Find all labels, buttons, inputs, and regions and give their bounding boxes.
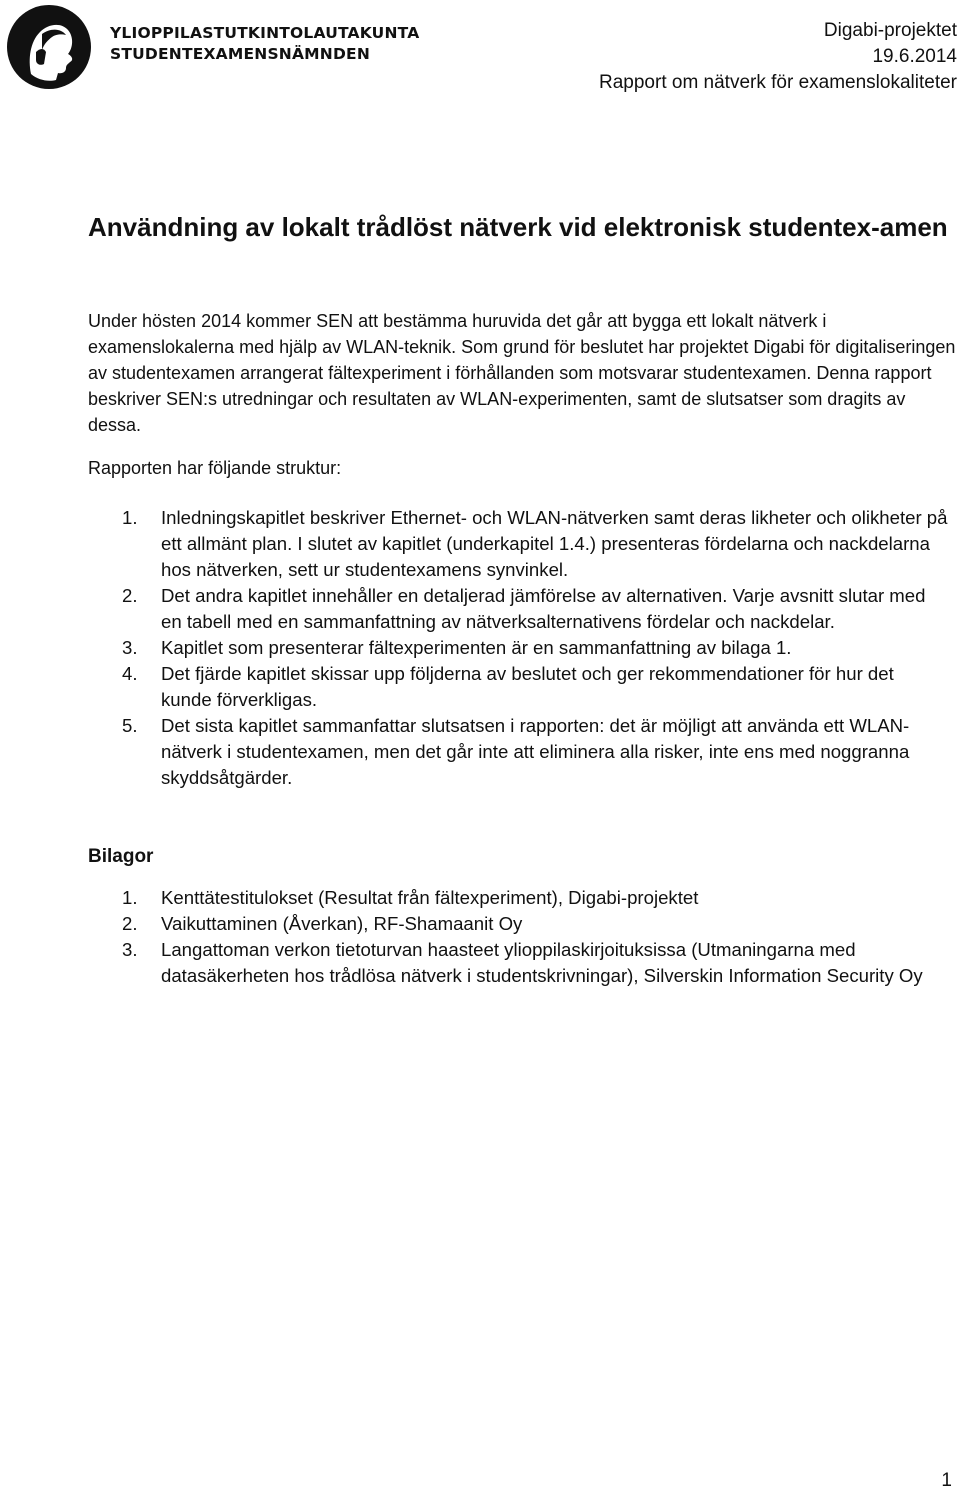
board-logo-icon <box>6 4 92 90</box>
list-item-text: Det sista kapitlet sammanfattar slutsatsen i rapporten: det är möjligt att använda ett WLAN-nätverk i studentexamen, men det går inte att eliminera alla risker, inte ens med noggranna skyddsåtgärder. <box>161 715 910 788</box>
list-item-text: Det andra kapitlet innehåller en detaljerad jämförelse av alternativen. Varje avsnitt slutar med en tabell med en sammanfattning av nätverksalternativens fördelar och nackdelar. <box>161 585 926 632</box>
list-item-text: Det fjärde kapitlet skissar upp följderna av beslutet och ger rekommendationer för hur det kunde förverkligas. <box>161 663 894 710</box>
page-number: 1 <box>941 1470 952 1491</box>
organization-name-finnish: YLIOPPILASTUTKINTOLAUTAKUNTA <box>110 24 420 42</box>
project-name: Digabi-projektet <box>823 20 957 41</box>
list-item <box>88 635 948 661</box>
list-item <box>88 505 948 583</box>
list-item-text: Vaikuttaminen (Åverkan), RF-Shamaanit Oy <box>161 913 523 934</box>
list-item-number: 3. <box>122 939 138 960</box>
document-date: 19.6.2014 <box>872 46 957 67</box>
list-item <box>88 583 948 635</box>
structure-list <box>88 505 948 791</box>
list-item-text: Kenttätestitulokset (Resultat från fältexperiment), Digabi-projektet <box>161 887 699 908</box>
list-item-number: 5. <box>122 715 138 736</box>
list-item-number: 1. <box>122 887 138 908</box>
organization-name <box>110 23 419 65</box>
intro-paragraph: Under hösten 2014 kommer SEN att bestämma huruvida det går att bygga ett lokalt nätverk i examenslokalerna med hjälp av WLAN-teknik. Som grund för beslutet har projektet Digabi för digitaliseringen av studentexamen arrangerat fältexperiment i förhållanden som motsvarar studentexamen. Denna rapport beskriver SEN:s utredningar och resultaten av WLAN-experimenten, samt de slutsatser som dragits av dessa. <box>88 311 956 435</box>
list-item <box>88 911 948 937</box>
list-item-text: Langattoman verkon tietoturvan haasteet ylioppilaskirjoituksissa (Utmaningarna med datasäkerheten hos trådlösa nätverk i studentskrivningar), Silverskin Information Security Oy <box>161 939 923 986</box>
page-title: Användning av lokalt trådlöst nätverk vid elektronisk studentex-amen <box>88 212 948 242</box>
list-item-number: 2. <box>122 585 138 606</box>
structure-heading: Rapporten har följande struktur: <box>88 458 342 478</box>
list-item <box>88 661 948 713</box>
list-item-text: Inledningskapitlet beskriver Ethernet- och WLAN-nätverken samt deras likheter och olikheter på ett allmänt plan. I slutet av kapitlet (underkapitel 1.4.) presenteras fördelarna och nackdelarna hos nätverken, sett ur studentexamens synvinkel. <box>161 507 948 580</box>
list-item-text: Kapitlet som presenterar fältexperimenten är en sammanfattning av bilaga 1. <box>161 637 792 658</box>
list-item <box>88 937 948 989</box>
document-meta <box>599 18 957 96</box>
list-item <box>88 713 948 791</box>
report-title: Rapport om nätverk för examenslokaliteter <box>599 72 957 93</box>
list-item-number: 4. <box>122 663 138 684</box>
list-item-number: 1. <box>122 507 138 528</box>
organization-name-swedish: STUDENTEXAMENSNÄMNDEN <box>110 45 370 63</box>
list-item-number: 3. <box>122 637 138 658</box>
appendix-heading: Bilagor <box>88 846 154 867</box>
list-item <box>88 885 948 911</box>
appendix-list <box>88 885 948 989</box>
list-item-number: 2. <box>122 913 138 934</box>
